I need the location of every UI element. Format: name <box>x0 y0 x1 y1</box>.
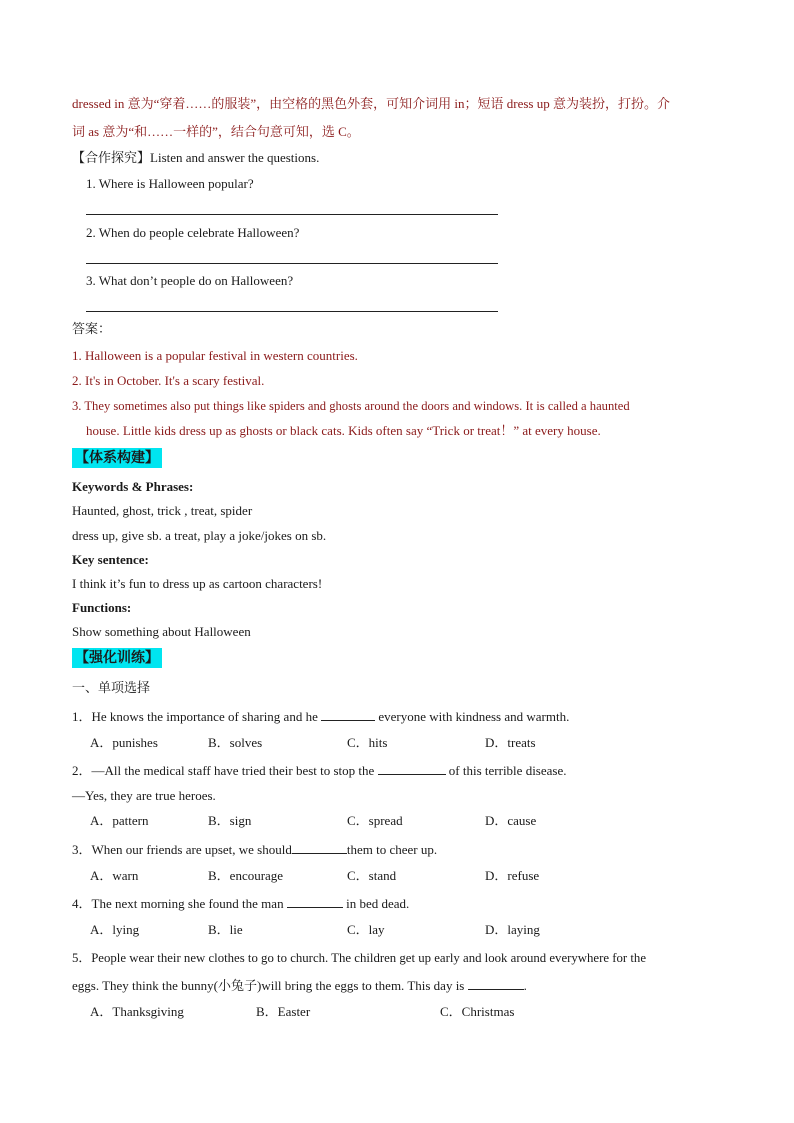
mcq-3-option-c[interactable]: C．stand <box>347 868 397 883</box>
explanation-line-2: 词 as 意为“和……一样的”，结合句意可知，选 C。 <box>72 124 360 139</box>
mcq-5-option-a[interactable]: A．Thanksgiving <box>90 1004 184 1019</box>
mcq-2-option-d[interactable]: D．cause <box>485 813 537 828</box>
question-1: 1. Where is Halloween popular? <box>86 176 254 191</box>
system-heading: 【体系构建】 <box>72 448 162 468</box>
mcq-5-pre: eggs. They think the bunny(小兔子)will bring the eggs to them. This day is <box>72 978 465 993</box>
mcq-3-options <box>72 866 539 886</box>
mcq-4-option-d[interactable]: D．laying <box>485 922 540 937</box>
mcq-3-pre: 3．When our friends are upset, we should <box>72 842 292 857</box>
mcq-4-option-c[interactable]: C．lay <box>347 922 385 937</box>
mcq-4-option-a[interactable]: A．lying <box>90 922 140 937</box>
answers-label: 答案： <box>72 322 112 337</box>
mcq-1-option-a[interactable]: A．punishes <box>90 735 158 750</box>
key-sentence-text: I think it’s fun to dress up as cartoon characters! <box>72 576 323 591</box>
mcq-1-pre: 1．He knows the importance of sharing and he <box>72 709 318 724</box>
mcq-2-option-b[interactable]: B．sign <box>208 813 252 828</box>
mcq-3-option-b[interactable]: B．encourage <box>208 868 284 883</box>
training-heading: 【强化训练】 <box>72 648 162 668</box>
answer-item-1: 1. Halloween is a popular festival in western countries. <box>72 348 358 363</box>
mcq-5-stem <box>72 975 527 996</box>
mcq-1-stem <box>72 706 569 727</box>
mcq-5-post: . <box>523 978 527 993</box>
explanation-line-1: dressed in 意为“穿着……的服装”，由空格的黑色外套，可知介词用 in；短语 dress up 意为装扮，打扮。介 <box>72 96 670 111</box>
mcq-3-post: them to cheer up. <box>346 842 438 857</box>
mcq-1-option-c[interactable]: C．hits <box>347 735 388 750</box>
mcq-2-reply: —Yes, they are true heroes. <box>72 788 216 803</box>
mcq-4-stem <box>72 893 409 914</box>
mcq-2-option-a[interactable]: A．pattern <box>90 813 149 828</box>
mcq-2-stem <box>72 760 566 781</box>
keywords-label: Keywords & Phrases: <box>72 479 194 494</box>
mcq-3-stem <box>72 839 437 860</box>
keywords-line-2: dress up, give sb. a treat, play a joke/jokes on sb. <box>72 528 327 543</box>
mcq-2-blank[interactable] <box>378 760 446 775</box>
mcq-5-options <box>72 1002 514 1022</box>
mcq-4-pre: 4．The next morning she found the man <box>72 896 284 911</box>
system-heading-wrap <box>72 448 162 468</box>
mcq-3-option-a[interactable]: A．warn <box>90 868 139 883</box>
section-title: 一、单项选择 <box>72 681 151 696</box>
question-2: 2. When do people celebrate Halloween? <box>86 225 300 240</box>
mcq-5-option-b[interactable]: B．Easter <box>256 1004 311 1019</box>
cooperation-instruction: Listen and answer the questions. <box>150 150 320 165</box>
keywords-line-1: Haunted, ghost, trick , treat, spider <box>72 503 253 518</box>
functions-text: Show something about Halloween <box>72 624 251 639</box>
answer-item-3a: 3. They sometimes also put things like spiders and ghosts around the doors and windows. It is called a haunted <box>72 399 630 413</box>
mcq-5-option-c[interactable]: C．Christmas <box>440 1004 515 1019</box>
training-heading-wrap <box>72 648 162 668</box>
mcq-3-blank[interactable] <box>292 839 347 854</box>
mcq-4-blank[interactable] <box>287 893 343 908</box>
mcq-2-option-c[interactable]: C．spread <box>347 813 403 828</box>
mcq-1-option-d[interactable]: D．treats <box>485 735 536 750</box>
mcq-1-blank[interactable] <box>321 706 375 721</box>
mcq-4-post: in bed dead. <box>346 896 410 911</box>
key-sentence-label: Key sentence: <box>72 552 149 567</box>
answer-line-1[interactable] <box>86 214 498 215</box>
mcq-1-option-b[interactable]: B．solves <box>208 735 263 750</box>
answer-line-2[interactable] <box>86 263 498 264</box>
mcq-5-blank[interactable] <box>468 975 524 990</box>
mcq-2-pre: 2．—All the medical staff have tried their best to stop the <box>72 763 375 778</box>
functions-label: Functions: <box>72 600 132 615</box>
answer-line-3[interactable] <box>86 311 498 312</box>
question-3: 3. What don’t people do on Halloween? <box>86 273 294 288</box>
cooperation-label: 【合作探究】 <box>72 151 151 166</box>
mcq-4-options <box>72 920 540 940</box>
mcq-5-line-1: 5．People wear their new clothes to go to church. The children get up early and look around everywhere for the <box>72 951 647 965</box>
mcq-4-option-b[interactable]: B．lie <box>208 922 243 937</box>
mcq-3-option-d[interactable]: D．refuse <box>485 868 540 883</box>
mcq-1-options <box>72 733 536 753</box>
answer-item-3b: house. Little kids dress up as ghosts or black cats. Kids often say “Trick or treat！” at every house. <box>86 423 601 438</box>
mcq-2-post: of this terrible disease. <box>448 763 567 778</box>
mcq-2-options <box>72 811 536 831</box>
cooperation-header <box>72 148 319 169</box>
answer-item-2: 2. It's in October. It's a scary festival. <box>72 373 265 388</box>
mcq-1-post: everyone with kindness and warmth. <box>378 709 570 724</box>
